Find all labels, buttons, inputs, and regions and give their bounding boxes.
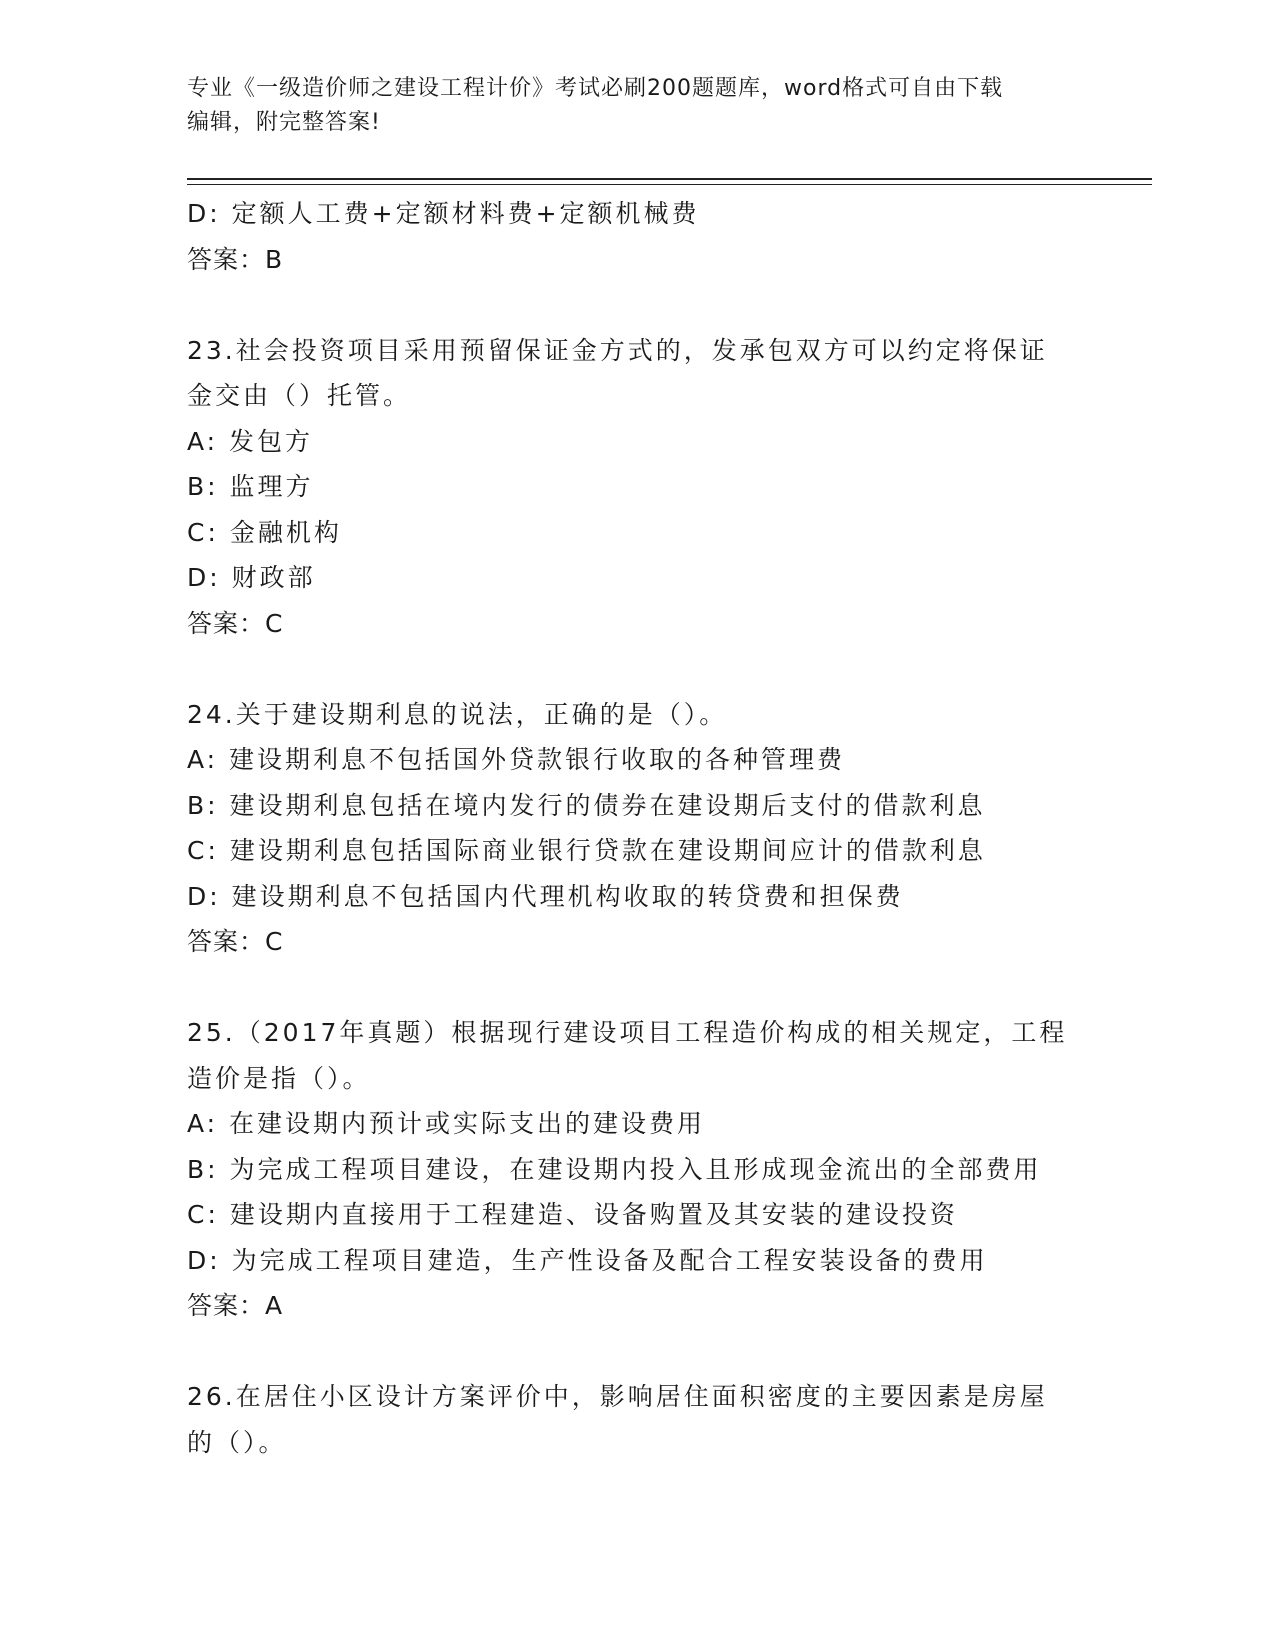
option-d: D: 建设期利息不包括国内代理机构收取的转贷费和担保费 bbox=[187, 881, 904, 911]
question-26 bbox=[187, 1374, 1087, 1465]
option-d: D: 财政部 bbox=[187, 563, 316, 592]
answer: 答案：C bbox=[187, 608, 284, 638]
question-24 bbox=[187, 692, 1087, 965]
option-a: A: 建设期利息不包括国外贷款银行收取的各种管理费 bbox=[187, 745, 846, 774]
answer: 答案：A bbox=[187, 1291, 284, 1320]
option-a: A: 在建设期内预计或实际支出的建设费用 bbox=[187, 1109, 706, 1138]
prev-option-d: D: 定额人工费+定额材料费+定额机械费 bbox=[187, 199, 700, 228]
question-stem-line-2: 造价是指（）。 bbox=[187, 1063, 371, 1093]
option-b: B: 监理方 bbox=[187, 472, 314, 501]
header-rule-thin bbox=[187, 184, 1152, 185]
spacer bbox=[187, 1329, 1087, 1375]
question-stem-line-1: 23.社会投资项目采用预留保证金方式的，发承包双方可以约定将保证 bbox=[187, 335, 1048, 365]
document-header bbox=[187, 72, 1087, 140]
question-stem-line-2: 的（）。 bbox=[187, 1427, 287, 1457]
question-stem-line-2: 金交由（）托管。 bbox=[187, 381, 412, 410]
option-c: C: 建设期内直接用于工程建造、设备购置及其安装的建设投资 bbox=[187, 1200, 958, 1229]
option-a: A: 发包方 bbox=[187, 426, 314, 456]
option-d: D: 为完成工程项目建造，生产性设备及配合工程安装设备的费用 bbox=[187, 1245, 988, 1275]
question-stem-line-1: 26.在居住小区设计方案评价中，影响居住面积密度的主要因素是房屋 bbox=[187, 1382, 1048, 1411]
header-line-2: 编辑，附完整答案! bbox=[187, 110, 381, 135]
option-b: B: 为完成工程项目建设，在建设期内投入且形成现金流出的全部费用 bbox=[187, 1154, 1042, 1184]
header-rule-thick bbox=[187, 178, 1152, 180]
question-stem-line-1: 25.（2017年真题）根据现行建设项目工程造价构成的相关规定，工程 bbox=[187, 1018, 1068, 1047]
spacer bbox=[187, 282, 1087, 328]
spacer bbox=[187, 965, 1087, 1011]
question-23 bbox=[187, 328, 1087, 647]
option-c: C: 建设期利息包括国际商业银行贷款在建设期间应计的借款利息 bbox=[187, 836, 986, 865]
prev-answer: 答案：B bbox=[187, 244, 284, 274]
document-body bbox=[187, 191, 1087, 1465]
question-25 bbox=[187, 1010, 1087, 1329]
question-stem-line-1: 24.关于建设期利息的说法，正确的是（）。 bbox=[187, 699, 728, 729]
header-line-1: 专业《一级造价师之建设工程计价》考试必刷200题题库，word格式可自由下载 bbox=[187, 76, 1004, 101]
answer: 答案：C bbox=[187, 927, 284, 956]
spacer bbox=[187, 646, 1087, 692]
option-c: C: 金融机构 bbox=[187, 517, 342, 547]
option-b: B: 建设期利息包括在境内发行的债券在建设期后支付的借款利息 bbox=[187, 790, 986, 820]
